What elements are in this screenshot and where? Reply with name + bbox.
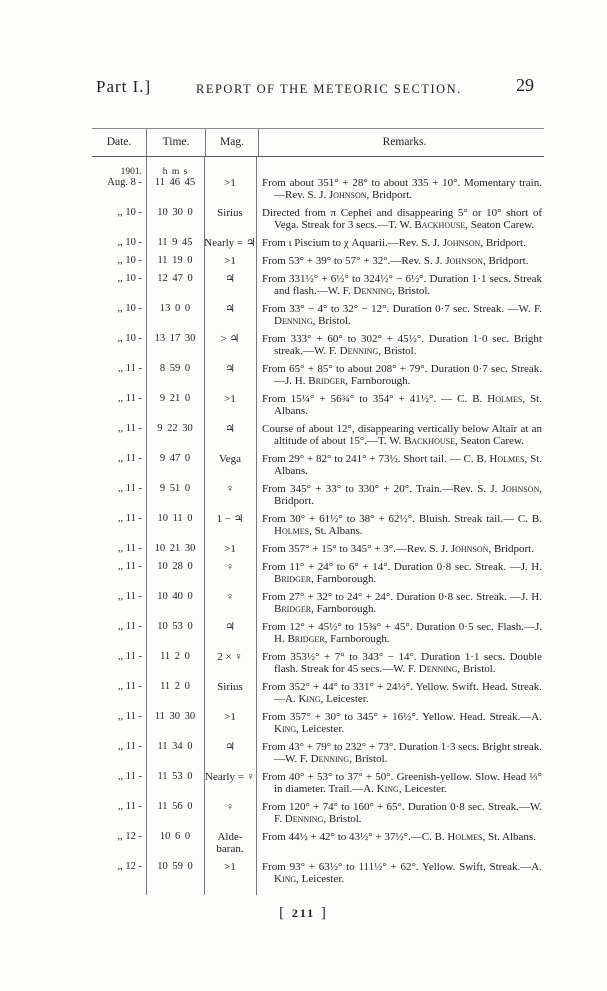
part-label: Part I.] (96, 77, 152, 96)
remarks-text: Directed from π Cephei and disappearing 5° or 10° short of Vega. Streak for 3 secs.—T. W. (262, 207, 542, 231)
time-cell (146, 771, 204, 795)
time-value: 11 34 0 (157, 741, 193, 752)
observer-location: , Bridport. (482, 255, 529, 267)
table-row (92, 421, 544, 451)
time-value: 9 47 0 (159, 453, 191, 464)
date-cell (92, 423, 146, 447)
observer-location: , Bristol. (457, 663, 496, 675)
remarks-text: From 40° + 53° to 37° + 50°. Greenish-yellow. Slow. Head ⅓° in diameter. Trail.—A. (262, 771, 542, 795)
date-value: ,, 11 - (117, 513, 142, 524)
remarks-text: From 29° + 82° to 241° + 73½. Short tail. — C. B. (262, 453, 490, 465)
observer-location: , Bristol. (312, 315, 351, 327)
mag-cell: Sirius (217, 681, 243, 693)
remarks-cell (256, 831, 544, 855)
table-row (92, 829, 544, 859)
remarks-text: From 352° + 44° to 331° + 24½°. Yellow. Swift. Head. Streak.—A. (262, 681, 542, 705)
time-value: 11 9 45 (157, 237, 193, 248)
observer-location: , Farnborough. (311, 573, 377, 585)
observer-name: Denning (353, 285, 392, 297)
mag-cell: ♃ (225, 621, 235, 633)
time-value: 10 59 0 (157, 861, 193, 872)
column-divider (256, 157, 257, 895)
table-row (92, 799, 544, 829)
time-value: 12 47 0 (157, 273, 193, 284)
table-row (92, 301, 544, 331)
mag-cell: ♀ (225, 801, 235, 813)
observer-name: Denning (418, 663, 458, 675)
observer-location: , Seaton Carew. (454, 435, 524, 447)
date-value: ,, 10 - (117, 255, 142, 266)
observer-location: , Bridport. (274, 483, 542, 507)
time-value: 9 51 0 (159, 483, 191, 494)
observer-name: Denning (284, 813, 324, 825)
remarks-cell (256, 483, 544, 507)
date-cell (92, 801, 146, 825)
remarks-text: From 333° + 60° to 302° + 45½°. Duration 1·0 sec. Bright streak.—W. F. (262, 333, 542, 357)
observer-name: Backhouse (414, 219, 466, 231)
mag-cell: ♀ (225, 483, 235, 495)
mag-cell: ♀ (225, 561, 235, 573)
date-value: ,, 10 - (117, 237, 142, 248)
remarks-cell (256, 303, 544, 327)
time-value: 10 11 0 (157, 513, 193, 524)
date-cell (92, 621, 146, 645)
date-value: ,, 12 - (117, 831, 142, 842)
mag-cell: >1 (224, 543, 236, 555)
remarks-cell (256, 255, 544, 267)
remarks-text: From 331½° + 6½° to 324½° − 6½°. Duration 1·1 secs. Streak and flash.—W. F. (262, 273, 542, 297)
observer-location: , Bridport. (488, 543, 534, 555)
time-value: 10 53 0 (157, 621, 193, 632)
date-value: ,, 11 - (117, 681, 142, 692)
observer-location: , Leicester. (320, 693, 369, 705)
mag-cell: Vega (219, 453, 241, 465)
mag-cell: >1 (224, 255, 236, 267)
observer-location: , Farnborough. (311, 603, 377, 615)
remarks-text: From 11° + 24° to 6° + 14°. Duration 0·8 sec. Streak. —J. H. (262, 561, 542, 573)
table-row (92, 739, 544, 769)
remarks-text: From 65° + 85° to about 208° + 79°. Duration 0·7 sec. Streak.—J. H. (262, 363, 542, 387)
observer-location: , Bridport. (366, 189, 413, 201)
table-row (92, 331, 544, 361)
remarks-cell (256, 621, 544, 645)
time-cell (146, 801, 204, 825)
mag-cell: ♃ (225, 363, 235, 375)
remarks-cell (256, 237, 544, 249)
time-cell (146, 741, 204, 765)
date-value: ,, 11 - (117, 423, 142, 434)
time-value: 11 2 0 (160, 651, 190, 662)
time-cell (146, 561, 204, 585)
footer-bracket: [ (279, 905, 287, 921)
date-value: ,, 11 - (117, 591, 142, 602)
time-cell (146, 453, 204, 477)
time-cell (146, 363, 204, 387)
date-value: ,, 11 - (117, 651, 142, 662)
observer-location: , St. Albans. (274, 393, 542, 417)
observer-name: Johnson (328, 189, 367, 201)
time-cell (146, 861, 204, 885)
column-header-time: Time. (146, 128, 205, 156)
date-cell (92, 453, 146, 477)
table-row (92, 271, 544, 301)
remarks-text: From 53° + 39° to 57° + 32°.—Rev. S. J. (262, 255, 446, 267)
time-cell (146, 423, 204, 447)
remarks-cell (256, 423, 544, 447)
mag-cell: >1 (224, 177, 236, 189)
date-cell (92, 831, 146, 855)
observer-location: , Bristol. (391, 285, 431, 297)
remarks-cell (256, 167, 544, 201)
footer-bracket: ] (320, 905, 328, 921)
observer-name: Holmes (489, 453, 525, 465)
remarks-text: From 357° + 30° to 345° + 16½°. Yellow. Head. Streak.—A. (262, 711, 542, 723)
remarks-cell (256, 561, 544, 585)
remarks-cell (256, 741, 544, 765)
remarks-text: From 43° + 79° to 232° + 73°. Duration 1·3 secs. Bright streak.—W. F. (262, 741, 542, 765)
table-row (92, 481, 544, 511)
observer-location: , Farnborough. (345, 375, 411, 387)
time-cell (146, 681, 204, 705)
date-cell (92, 513, 146, 537)
date-value: ,, 11 - (117, 741, 142, 752)
time-cell (146, 167, 204, 201)
date-value: ,, 11 - (117, 561, 142, 572)
time-cell (146, 273, 204, 297)
date-value: ,, 10 - (117, 207, 142, 218)
mag-cell: >1 (224, 393, 236, 405)
remarks-text: From 27° + 32° to 24° + 24°. Duration 0·8 sec. Streak. —J. H. (262, 591, 542, 603)
time-value: 11 56 0 (157, 801, 193, 812)
date-cell (92, 255, 146, 267)
time-value: 13 17 30 (154, 333, 196, 344)
remarks-cell (256, 651, 544, 675)
observer-location: , St. Albans. (309, 525, 363, 537)
time-value: 9 22 30 (157, 423, 193, 434)
time-cell (146, 207, 204, 231)
year-label: 1901. (120, 167, 142, 177)
table-row (92, 589, 544, 619)
date-cell (92, 303, 146, 327)
time-cell (146, 333, 204, 357)
date-cell (92, 741, 146, 765)
remarks-text: From 120° + 74° to 160° + 65°. Duration 0·8 sec. Streak.—W. F. (262, 801, 542, 825)
remarks-text: From 15¼° + 56¾° to 354° + 41½°. — C. B. (262, 393, 488, 405)
mag-cell: 1 − ♃ (216, 513, 244, 525)
column-divider (204, 157, 205, 895)
mag-cell: ♃ (225, 273, 235, 285)
page-footer (0, 905, 607, 922)
time-value: 11 19 0 (157, 255, 193, 266)
date-cell (92, 167, 146, 201)
date-cell (92, 591, 146, 615)
time-value: 11 2 0 (160, 681, 190, 692)
mag-cell: >1 (224, 861, 236, 873)
observer-name: King (376, 783, 399, 795)
time-value: 10 28 0 (157, 561, 193, 572)
observer-location: , Bridport. (480, 237, 526, 249)
time-cell (146, 237, 204, 249)
time-value: 8 59 0 (159, 363, 191, 374)
time-cell (146, 591, 204, 615)
mag-cell: Nearly = ♀ (205, 771, 255, 783)
time-units: h m s (162, 167, 188, 177)
remarks-cell (256, 861, 544, 885)
observer-name: Johnson (445, 255, 483, 267)
date-value: ,, 11 - (117, 621, 142, 632)
date-value: ,, 11 - (117, 543, 142, 554)
column-header-mag: Mag. (205, 128, 258, 156)
table-row (92, 619, 544, 649)
table-top-rule (92, 128, 544, 129)
date-cell (92, 393, 146, 417)
date-value: ,, 11 - (117, 363, 142, 374)
remarks-cell (256, 393, 544, 417)
time-cell (146, 651, 204, 675)
remarks-cell (256, 801, 544, 825)
date-value: ,, 11 - (117, 711, 142, 722)
remarks-text: From 93° + 63½° to 111½° + 62°. Yellow. Swift, Streak.—A. (262, 861, 542, 873)
observer-location: , St. Albans. (482, 831, 536, 843)
column-divider (146, 157, 147, 895)
table-row (92, 649, 544, 679)
observer-name: Bridger (308, 375, 346, 387)
observer-location: , Bristol. (349, 753, 388, 765)
date-cell (92, 651, 146, 675)
time-value: 10 30 0 (157, 207, 193, 218)
remarks-cell (256, 711, 544, 735)
date-cell (92, 273, 146, 297)
remarks-text: From 44½ + 42° to 43½° + 37½°.—C. B. (262, 831, 448, 843)
observer-name: Holmes (274, 525, 310, 537)
time-value: 13 0 0 (159, 303, 191, 314)
time-cell (146, 303, 204, 327)
remarks-cell (256, 591, 544, 615)
column-header-date: Date. (106, 136, 132, 148)
observer-name: Holmes (487, 393, 523, 405)
date-cell (92, 543, 146, 555)
meteor-observations-table (92, 128, 544, 895)
mag-cell: ♃ (225, 303, 235, 315)
remarks-cell (256, 681, 544, 705)
observer-location: , Leicester. (296, 873, 345, 885)
remarks-cell (256, 513, 544, 537)
date-cell (92, 561, 146, 585)
observer-name: Bridger (287, 633, 325, 645)
remarks-cell (256, 333, 544, 357)
date-cell (92, 333, 146, 357)
time-value: 11 53 0 (157, 771, 193, 782)
date-value: ,, 10 - (117, 333, 142, 344)
time-value: 11 46 45 (154, 177, 196, 188)
time-value: 9 21 0 (159, 393, 191, 404)
table-row (92, 559, 544, 589)
date-value: ,, 11 - (117, 393, 142, 404)
remarks-text: From about 351° + 28° to about 335 + 10°. Momentary train.—Rev. S. J. (262, 177, 542, 201)
table-row (92, 235, 544, 253)
date-cell (92, 861, 146, 885)
time-cell (146, 621, 204, 645)
time-value: 11 30 30 (154, 711, 196, 722)
column-header-remarks: Remarks. (258, 128, 544, 156)
observer-location: , Seaton Carew. (465, 219, 535, 231)
remarks-text: From 345° + 33° to 330° + 20°. Train.—Rev. S. J. (262, 483, 502, 495)
observer-name: Bridger (274, 603, 312, 615)
observer-location: , Leicester. (398, 783, 447, 795)
table-row (92, 511, 544, 541)
mag-cell: >1 (224, 711, 236, 723)
remarks-cell (256, 771, 544, 795)
date-cell (92, 483, 146, 507)
date-cell (92, 681, 146, 705)
date-cell (92, 771, 146, 795)
observer-name: Bridger (274, 573, 312, 585)
mag-cell: ♀ (225, 591, 235, 603)
observer-name: Backhouse (404, 435, 455, 447)
date-value: ,, 10 - (117, 273, 142, 284)
remarks-text: From 12° + 45½° to 15¾° + 45°. Duration 0·5 sec. Flash.—J. H. (262, 621, 542, 645)
observer-name: Johnson (501, 483, 540, 495)
table-row (92, 679, 544, 709)
date-cell (92, 207, 146, 231)
table-row (92, 391, 544, 421)
observer-name: Denning (339, 345, 379, 357)
table-body (92, 157, 544, 895)
table-row (92, 541, 544, 559)
remarks-text: From 30° + 61½° to 38° + 62½°. Bluish. Streak tail.— C. B. (262, 513, 542, 525)
date-value: ,, 11 - (117, 801, 142, 812)
time-cell (146, 393, 204, 417)
mag-cell: > ♃ (220, 333, 240, 345)
date-value: ,, 11 - (117, 453, 142, 464)
remarks-text: From ι Piscium to χ Aquarii.—Rev. S. J. (262, 237, 443, 249)
mag-cell: 2 × ♀ (217, 651, 243, 663)
table-row (92, 709, 544, 739)
time-cell (146, 513, 204, 537)
observer-name: Denning (310, 753, 350, 765)
mag-cell: Sirius (217, 207, 243, 219)
table-header (92, 128, 544, 157)
observer-name: Johnson (450, 543, 489, 555)
table-row (92, 769, 544, 799)
date-cell (92, 363, 146, 387)
observer-location: , St. Albans. (274, 453, 542, 477)
remarks-cell (256, 543, 544, 555)
time-value: 10 6 0 (159, 831, 191, 842)
mag-cell: Nearly = ♃ (204, 237, 256, 249)
mag-cell: ♃ (225, 423, 235, 435)
date-value: Aug. 8 - (107, 177, 142, 188)
observer-location: , Bristol. (378, 345, 417, 357)
time-cell (146, 255, 204, 267)
footer-number: 211 (291, 906, 316, 920)
date-value: ,, 11 - (117, 771, 142, 782)
table-row (92, 205, 544, 235)
observer-name: King (298, 693, 321, 705)
date-value: ,, 11 - (117, 483, 142, 494)
time-value: 10 40 0 (157, 591, 193, 602)
remarks-cell (256, 453, 544, 477)
observer-name: Denning (274, 315, 313, 327)
observer-location: , Farnborough. (324, 633, 390, 645)
date-cell (92, 711, 146, 735)
date-value: ,, 10 - (117, 303, 142, 314)
time-cell (146, 711, 204, 735)
mag-cell: Alde- baran. (216, 831, 244, 855)
time-cell (146, 543, 204, 555)
date-cell (92, 237, 146, 249)
remarks-text: From 33° − 4° to 32° − 12°. Duration 0·7 sec. Streak. —W. F. (262, 303, 542, 315)
table-row (92, 157, 544, 205)
remarks-text: From 353½° + 7° to 343° − 14°. Duration 1·1 secs. Double flash. Streak for 45 secs.—W. F. (262, 651, 542, 675)
remarks-text: From 357° + 15° to 345° + 3°.—Rev. S. J. (262, 543, 451, 555)
time-value: 10 21 30 (154, 543, 196, 554)
date-value: ,, 12 - (117, 861, 142, 872)
remarks-cell (256, 207, 544, 231)
observer-location: , Bristol. (323, 813, 362, 825)
table-row (92, 253, 544, 271)
remarks-cell (256, 363, 544, 387)
page-number: 29 (516, 75, 534, 95)
table-row (92, 859, 544, 889)
time-cell (146, 831, 204, 855)
mag-cell: ♃ (225, 741, 235, 753)
observer-name: Holmes (447, 831, 483, 843)
remarks-cell (256, 273, 544, 297)
remarks-text: Course of about 12°, disappearing vertically below Altair at an altitude of about 15°.—T. W. (262, 423, 542, 447)
observer-name: King (274, 723, 297, 735)
observer-name: Johnson (442, 237, 481, 249)
table-row (92, 361, 544, 391)
time-cell (146, 483, 204, 507)
observer-location: , Leicester. (296, 723, 345, 735)
observer-name: King (274, 873, 297, 885)
section-title: REPORT OF THE METEORIC SECTION. (196, 82, 462, 96)
table-row (92, 451, 544, 481)
